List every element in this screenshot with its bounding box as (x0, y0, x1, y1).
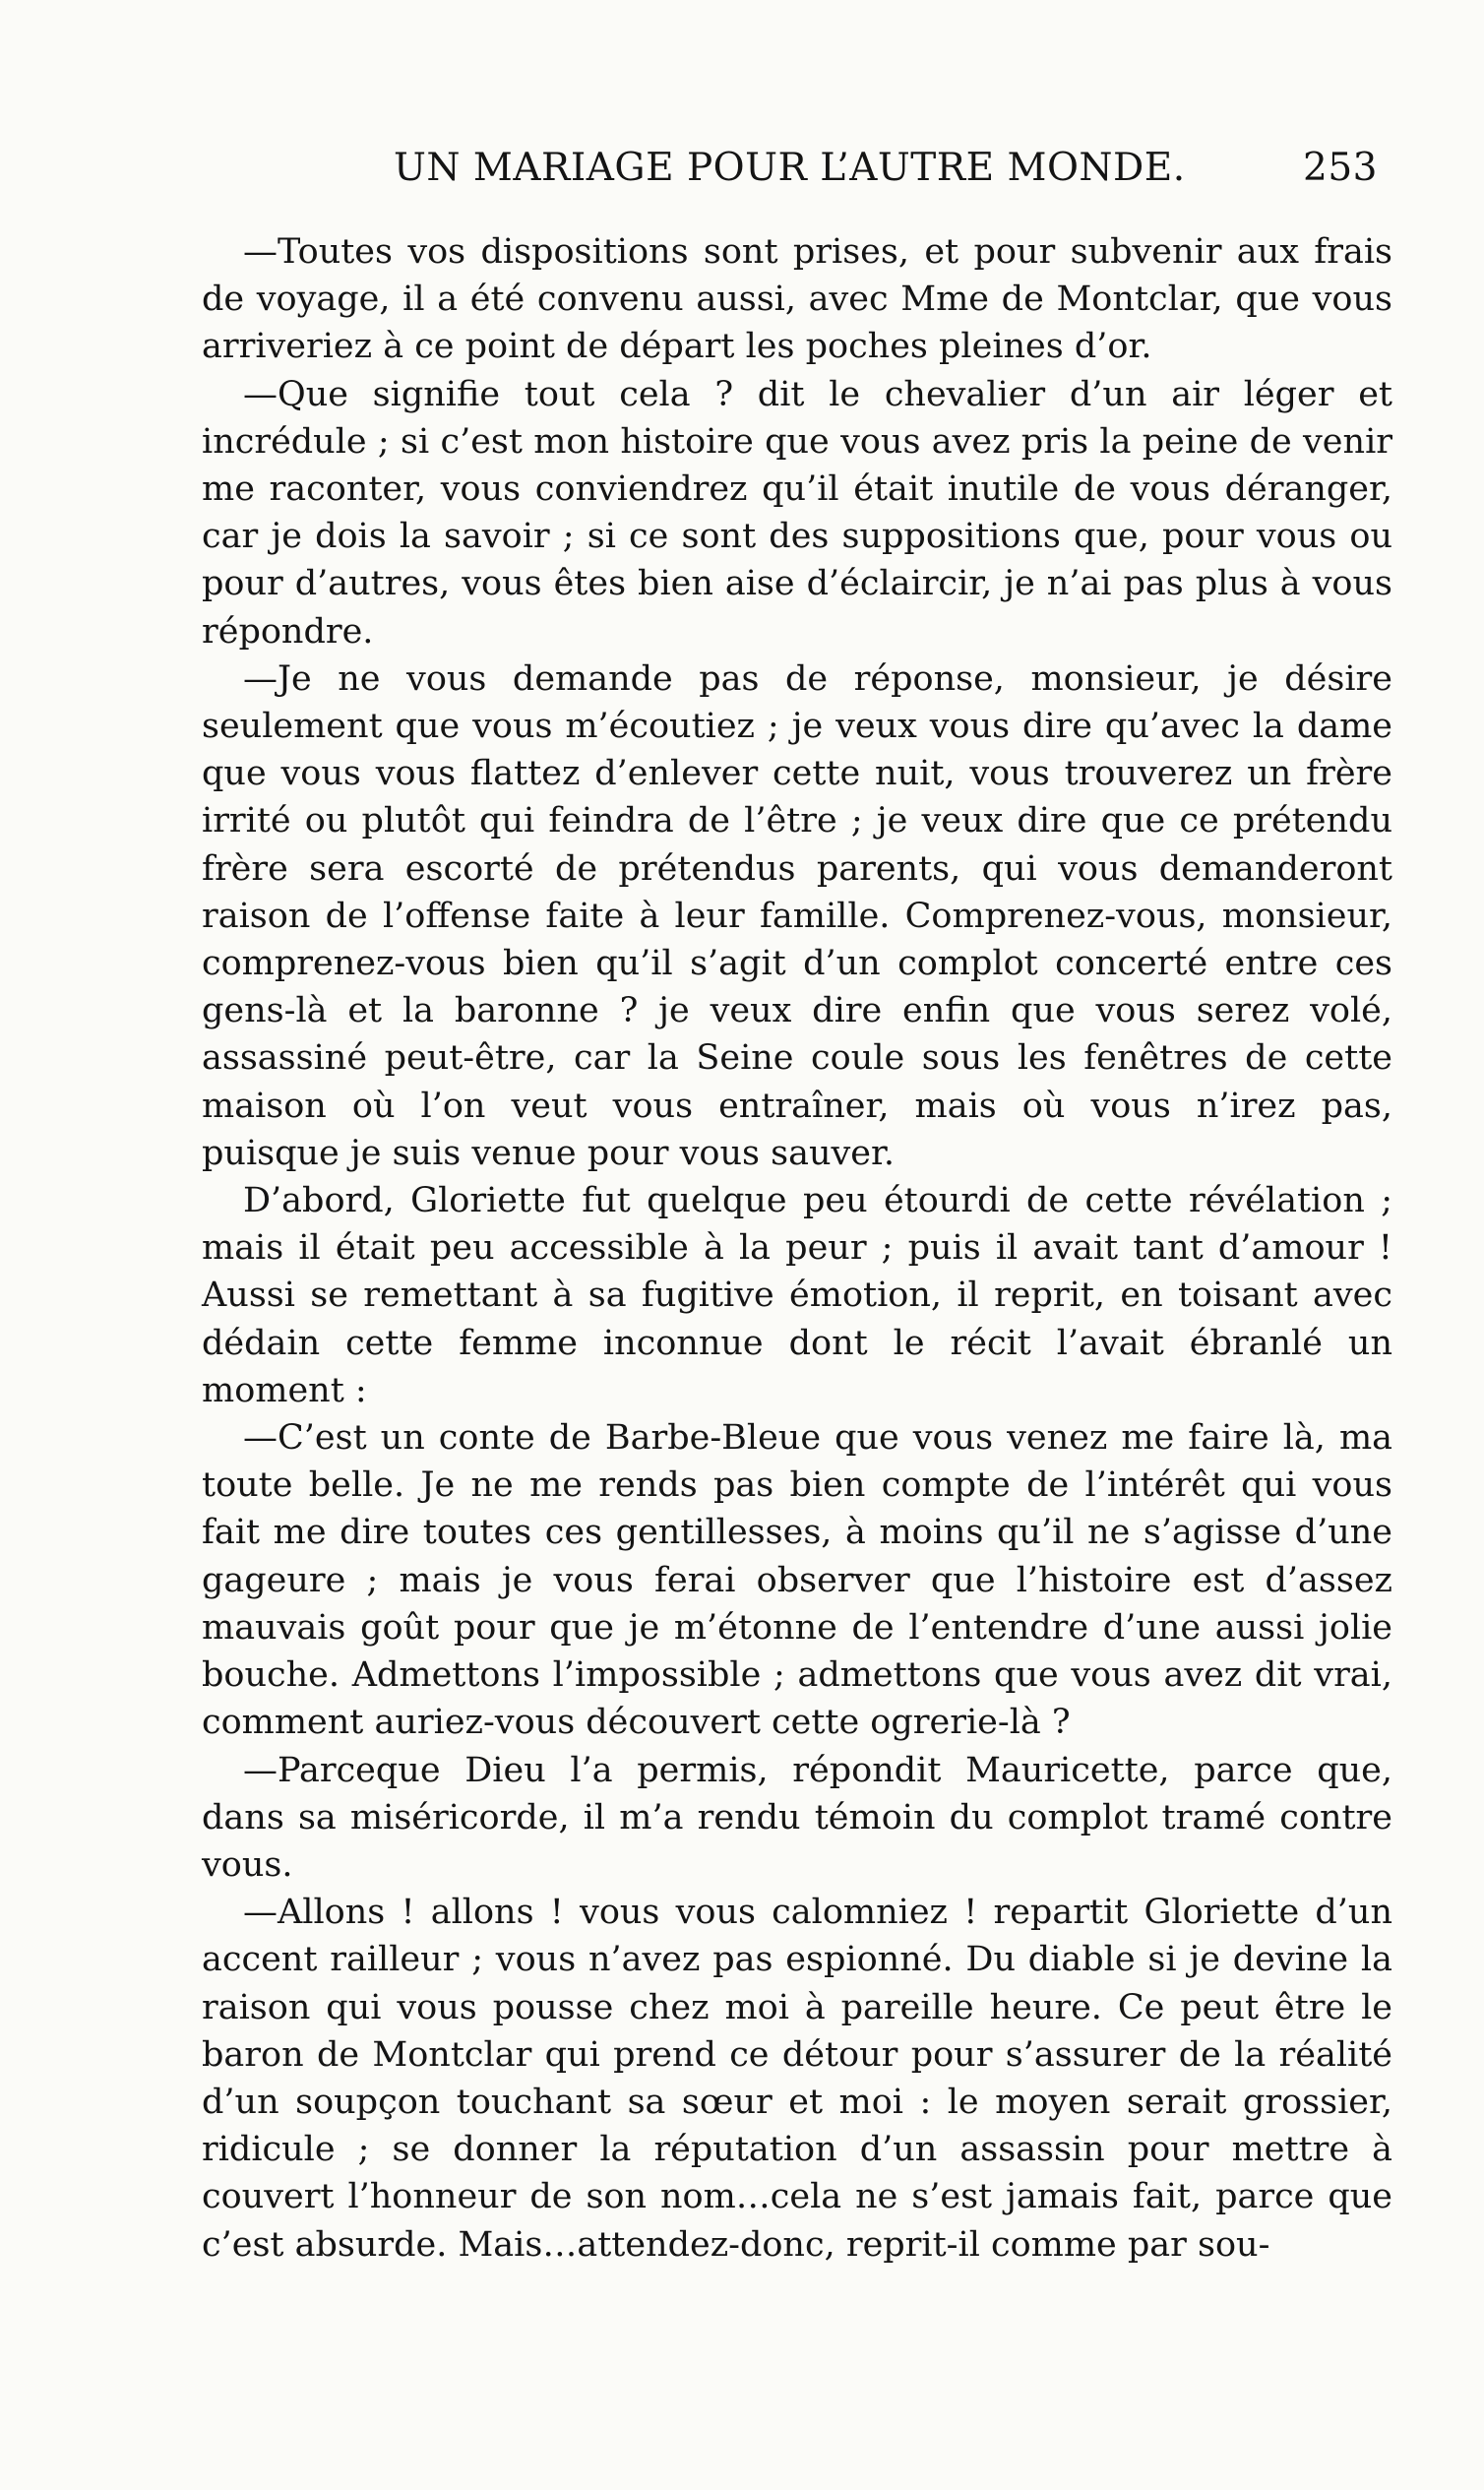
paragraph: —Toutes vos dispositions sont prises, et pour subvenir aux frais de voyage, il a été convenu aussi, avec Mme de Montclar, que vous arriveriez à ce point de départ les poches pleines d’or. (202, 232, 1392, 367)
paragraph: —Que signifie tout cela ? dit le chevalier d’un air léger et incrédule ; si c’est mon histoire que vous avez pris la peine de venir me raconter, vous conviendrez qu’il était inutile de vous déranger, car je dois la savoir ; si ce sont des suppositions que, pour vous ou pour d’autres, vous êtes bien aise d’éclaircir, je n’ai pas plus à vous répondre. (202, 374, 1392, 652)
paragraph: —Je ne vous demande pas de réponse, monsieur, je désire seulement que vous m’écoutiez ; je veux vous dire qu’avec la dame que vous vous flattez d’enlever cette nuit, vous trouverez un frère irrité ou plutôt qui feindra de l’être ; je veux dire que ce prétendu frère sera escorté de prétendus parents, qui vous demanderont raison de l’offense faite à leur famille. Comprenez-vous, monsieur, comprenez-vous bien qu’il s’agit d’un complot concerté entre ces gens-là et la baronne ? je veux dire enfin que vous serez volé, assassiné peut-être, car la Seine coule sous les fenêtres de cette maison où l’on veut vous entraîner, mais où vous n’irez pas, puisque je suis venue pour vous sauver. (202, 658, 1392, 1173)
paragraph: —Parceque Dieu l’a permis, répondit Mauricette, parce que, dans sa miséricorde, il m’a rendu témoin du complot tramé contre vous. (202, 1750, 1392, 1885)
running-title: UN MARIAGE POUR L’AUTRE MONDE. (394, 146, 1186, 190)
paragraph: —C’est un conte de Barbe-Bleue que vous venez me faire là, ma toute belle. Je ne me rends pas bien compte de l’intérêt qui vous fait me dire toutes ces gentillesses, à moins qu’il ne s’agisse d’une gageure ; mais je vous ferai observer que l’histoire est d’assez mauvais goût pour que je m’étonne de l’entendre d’une aussi jolie bouche. Admettons l’impossible ; admettons que vous avez dit vrai, comment auriez-vous découvert cette ogrerie-là ? (202, 1418, 1392, 1743)
page-number: 253 (1303, 146, 1378, 190)
paragraph: —Allons ! allons ! vous vous calomniez ! repartit Gloriette d’un accent railleur ; vous n’avez pas espionné. Du diable si je devine la raison qui vous pousse chez moi à pareille heure. Ce peut être le baron de Montclar qui prend ce détour pour s’assurer de la réalité d’un soupçon touchant sa sœur et moi : le moyen serait grossier, ridicule ; se donner la réputation d’un assassin pour mettre à couvert l’honneur de son nom…cela ne s’est jamais fait, parce que c’est absurde. Mais…attendez-donc, reprit-il comme par sou- (202, 1893, 1392, 2265)
body-text (202, 228, 1392, 2269)
running-head (394, 146, 1378, 205)
paragraph: D’abord, Gloriette fut quelque peu étourdi de cette révélation ; mais il était peu accessible à la peur ; puis il avait tant d’amour ! Aussi se remettant à sa fugitive émotion, il reprit, en toisant avec dédain cette femme inconnue dont le récit l’avait ébranlé un moment : (202, 1181, 1392, 1410)
